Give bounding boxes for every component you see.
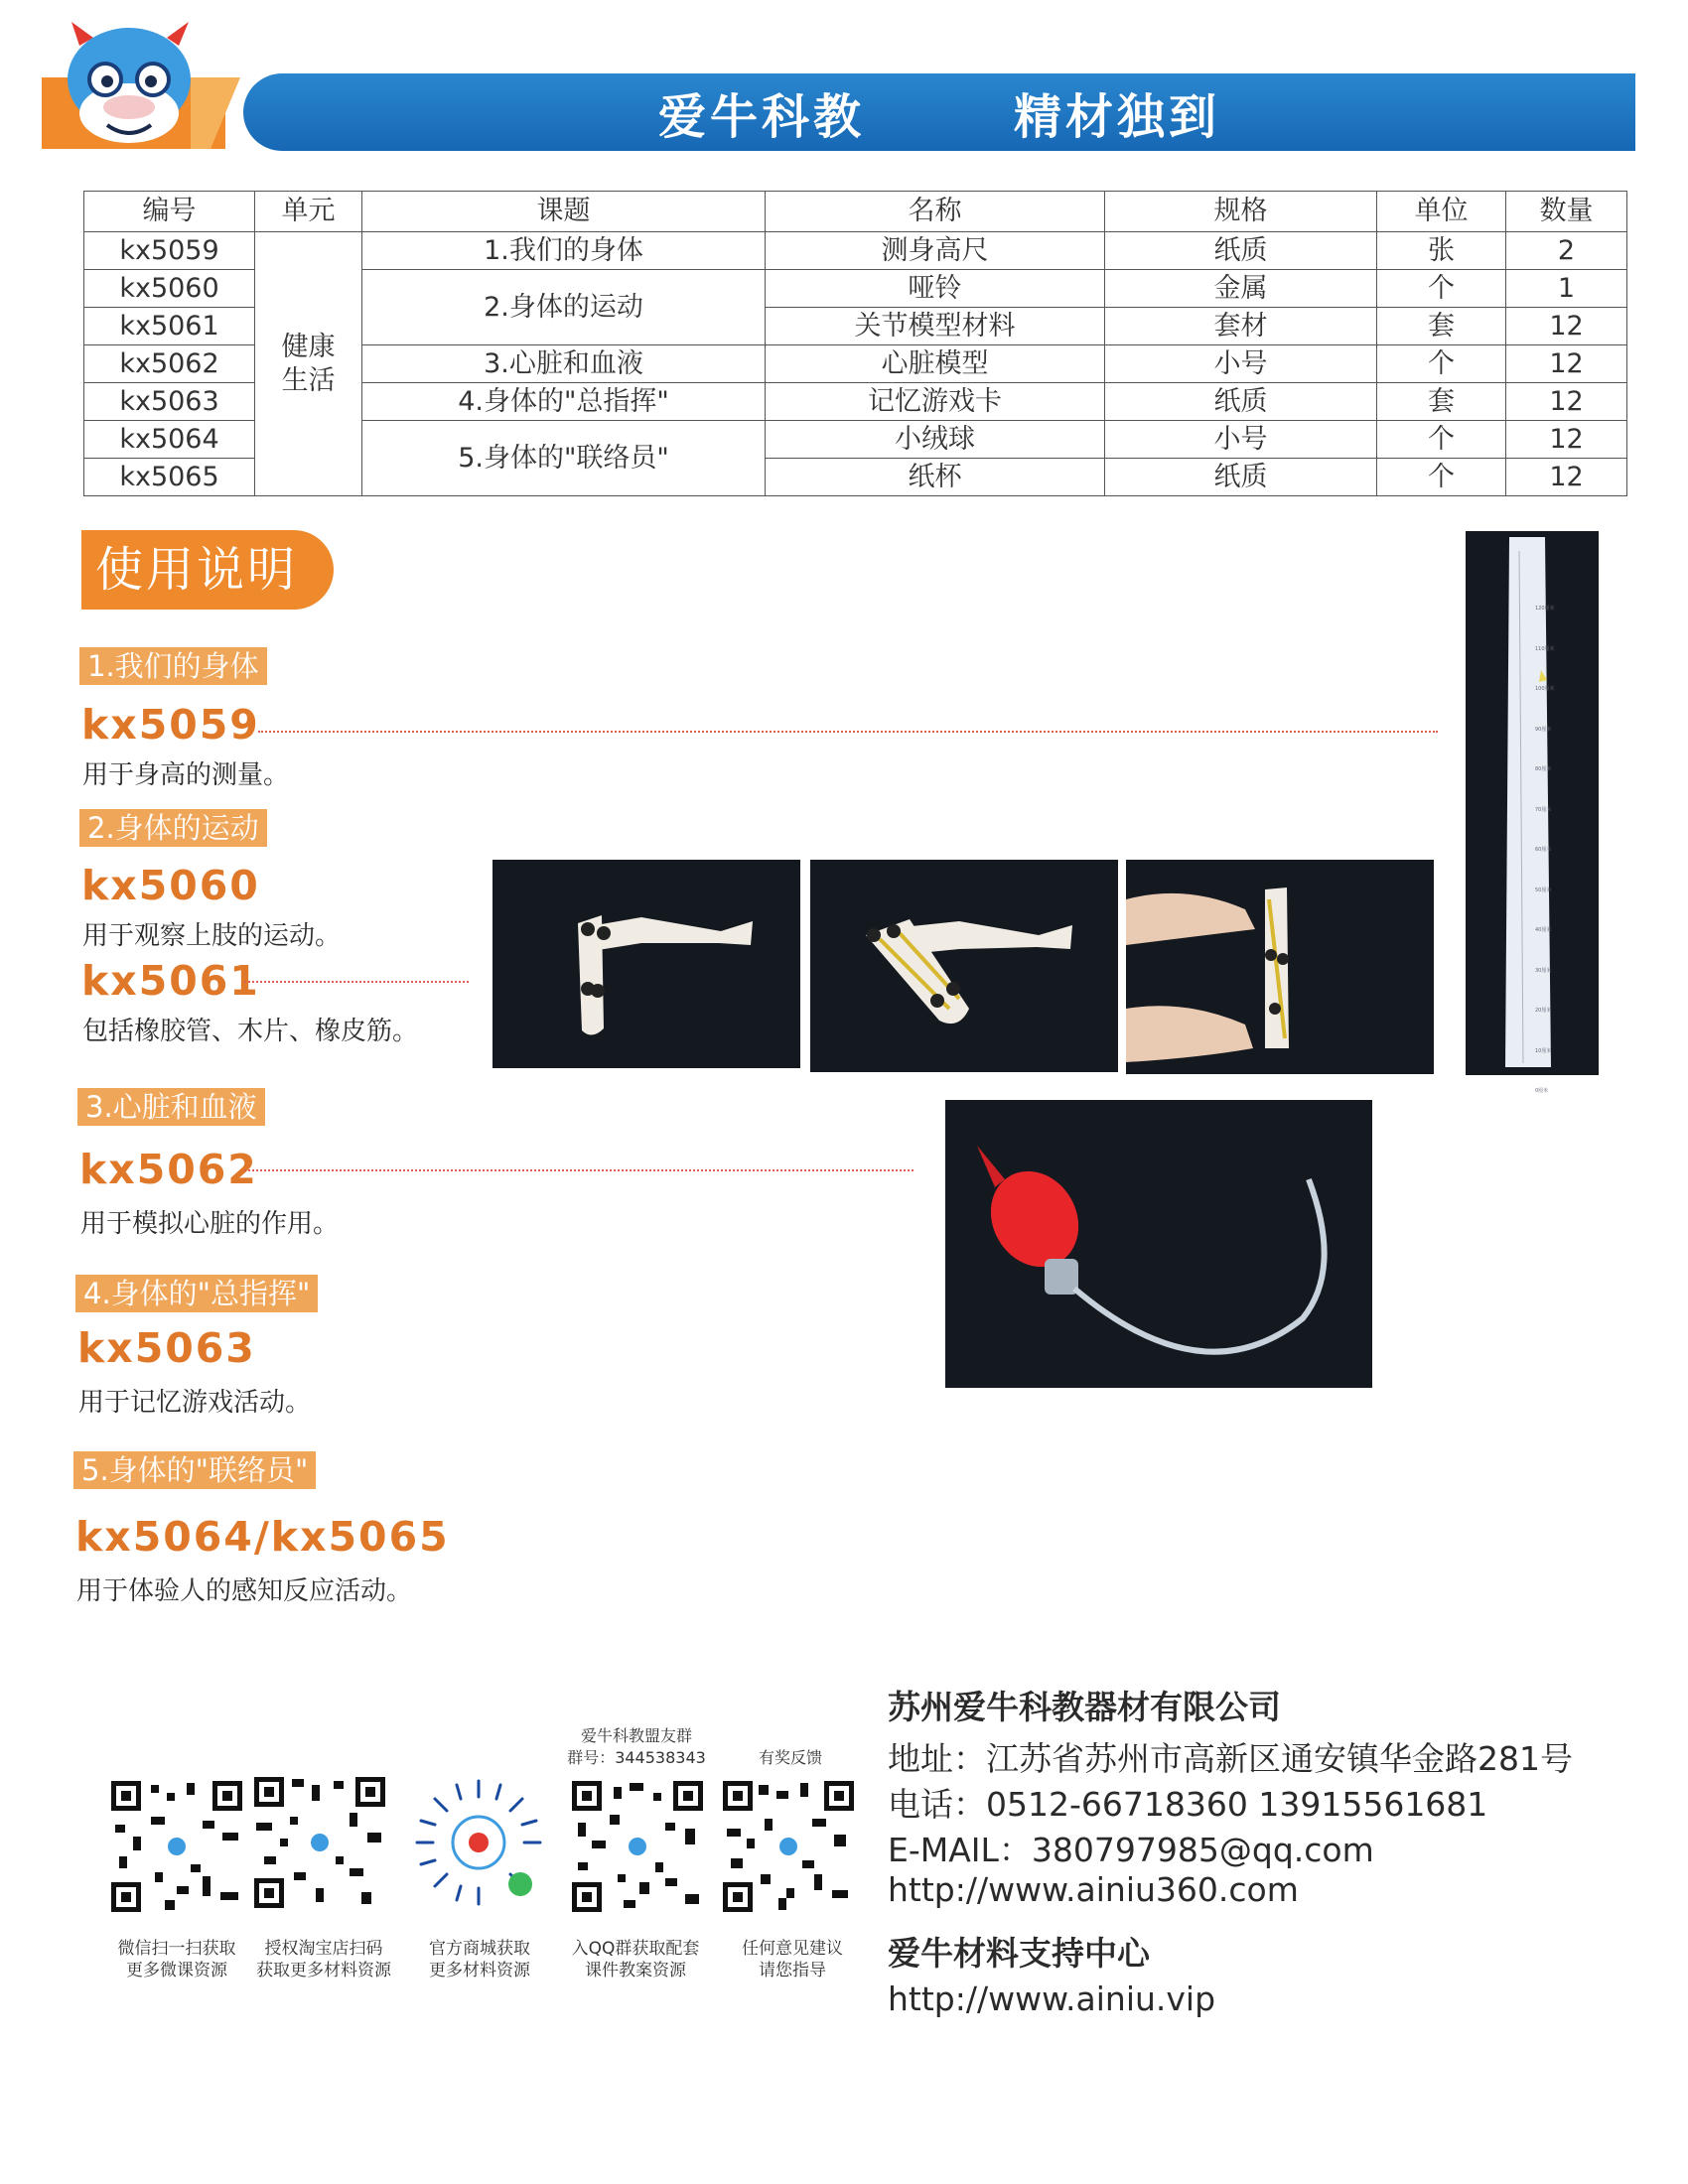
- cell-name: 哑铃: [766, 270, 1105, 308]
- cell-unit-measure: 个: [1377, 421, 1506, 459]
- feedback-qr-code-icon[interactable]: [719, 1777, 858, 1916]
- cell-code: kx5060: [84, 270, 255, 308]
- ruler-tick: 0厘米: [1535, 1088, 1549, 1094]
- cell-spec: 套材: [1105, 308, 1377, 345]
- qq-group-qr-code-icon[interactable]: [568, 1777, 707, 1916]
- section-label: 2.身体的运动: [79, 809, 267, 847]
- section-label: 5.身体的"联络员": [73, 1451, 316, 1489]
- item-desc: 用于记忆游戏活动。: [78, 1388, 312, 1418]
- qr-caption-line: 微信扫一扫获取: [117, 1939, 236, 1959]
- company-email[interactable]: E-MAIL：380797985@qq.com: [888, 1831, 1374, 1869]
- cell-name: 纸杯: [766, 459, 1105, 496]
- qr-caption-line: 获取更多材料资源: [256, 1961, 391, 1980]
- support-center-name: 爱牛材料支持中心: [888, 1934, 1150, 1973]
- arm-model-photo-1: [492, 860, 800, 1068]
- qq-group-name: 爱牛科教盟友群: [580, 1726, 692, 1745]
- cell-name: 心脏模型: [766, 345, 1105, 383]
- cell-unit-measure: 个: [1377, 345, 1506, 383]
- ruler-tick: 120厘米: [1535, 606, 1555, 612]
- cell-qty: 2: [1506, 232, 1627, 270]
- item-desc: 用于观察上肢的运动。: [82, 921, 342, 951]
- qr-caption-line: 入QQ群获取配套: [571, 1939, 700, 1959]
- table-row: [84, 232, 1627, 270]
- cell-topic: 1.我们的身体: [362, 232, 766, 270]
- cell-spec: 纸质: [1105, 232, 1377, 270]
- item-desc: 用于模拟心脏的作用。: [80, 1209, 340, 1239]
- table-header: 编号: [84, 192, 255, 232]
- cell-topic: 4.身体的"总指挥": [362, 383, 766, 421]
- mall-mini-program-code-icon[interactable]: [409, 1773, 548, 1912]
- cell-topic: 5.身体的"联络员": [362, 421, 766, 496]
- qr-caption: [560, 1938, 711, 1981]
- table-header: 单元: [255, 192, 362, 232]
- cell-qty: 12: [1506, 459, 1627, 496]
- cell-qty: 12: [1506, 345, 1627, 383]
- item-code: kx5062: [79, 1146, 258, 1193]
- cell-qty: 12: [1506, 308, 1627, 345]
- cell-unit-measure: 套: [1377, 383, 1506, 421]
- cell-name: 关节模型材料: [766, 308, 1105, 345]
- qr-caption: [244, 1938, 403, 1981]
- cell-unit: [255, 232, 362, 496]
- cell-code: kx5061: [84, 308, 255, 345]
- qr-caption-line: 授权淘宝店扫码: [264, 1939, 383, 1959]
- slogan-right: 精材独到: [1014, 88, 1221, 145]
- qr-caption: [719, 1938, 866, 1981]
- qq-group-number: 群号：344538343: [567, 1748, 706, 1767]
- cell-spec: 小号: [1105, 345, 1377, 383]
- heart-pump-photo: [945, 1100, 1372, 1388]
- qr-caption: [407, 1938, 552, 1981]
- ruler-tick: 90厘米: [1535, 726, 1552, 733]
- ruler-tick-labels: [1535, 589, 1555, 1112]
- taobao-qr-code-icon[interactable]: [250, 1773, 389, 1912]
- ruler-tick: 80厘米: [1535, 766, 1552, 772]
- cell-spec: 小号: [1105, 421, 1377, 459]
- height-ruler-photo: [1466, 531, 1599, 1094]
- item-desc: 用于体验人的感知反应活动。: [76, 1576, 413, 1606]
- item-code: kx5064/kx5065: [75, 1513, 450, 1561]
- section-label: 4.身体的"总指挥": [75, 1275, 318, 1312]
- ruler-tick: 30厘米: [1535, 967, 1552, 974]
- support-website[interactable]: http://www.ainiu.vip: [888, 1979, 1216, 2018]
- ruler-tick: 10厘米: [1535, 1047, 1552, 1054]
- cell-spec: 纸质: [1105, 383, 1377, 421]
- cell-unit-measure: 个: [1377, 270, 1506, 308]
- cell-qty: 12: [1506, 383, 1627, 421]
- section-label: 3.心脏和血液: [77, 1088, 265, 1126]
- leader-line: [258, 731, 1438, 733]
- qr-caption-line: 官方商城获取: [429, 1939, 530, 1959]
- table-header: 数量: [1506, 192, 1627, 232]
- company-phone: 电话：0512-66718360 13915561681: [888, 1785, 1488, 1824]
- cell-spec: 纸质: [1105, 459, 1377, 496]
- height-ruler: [1466, 531, 1599, 1075]
- item-desc: 包括橡胶管、木片、橡皮筋。: [82, 1017, 419, 1046]
- cell-code: kx5063: [84, 383, 255, 421]
- cell-name: 小绒球: [766, 421, 1105, 459]
- wechat-qr-code-icon[interactable]: [107, 1777, 246, 1916]
- table-header-row: [84, 192, 1627, 232]
- cell-name: 记忆游戏卡: [766, 383, 1105, 421]
- cell-code: kx5062: [84, 345, 255, 383]
- header-band: [243, 73, 1635, 151]
- section-label: 1.我们的身体: [79, 647, 267, 685]
- leader-line: [244, 981, 469, 983]
- item-code: kx5061: [81, 957, 260, 1005]
- cell-topic: 3.心脏和血液: [362, 345, 766, 383]
- cell-qty: 1: [1506, 270, 1627, 308]
- qr-caption-line: 请您指导: [759, 1961, 826, 1980]
- ruler-tick: 70厘米: [1535, 806, 1552, 813]
- company-name: 苏州爱牛科教器材有限公司: [888, 1688, 1281, 1726]
- arm-model-photo-3: [1126, 860, 1434, 1074]
- cell-code: kx5059: [84, 232, 255, 270]
- item-code: kx5063: [77, 1324, 256, 1372]
- qr-caption-line: 任何意见建议: [742, 1939, 843, 1959]
- ruler-tick: 20厘米: [1535, 1008, 1552, 1014]
- qr-caption-line: 更多微课资源: [126, 1961, 227, 1980]
- ruler-tick: 60厘米: [1535, 847, 1552, 853]
- qr-caption-line: 更多材料资源: [429, 1961, 530, 1980]
- table-header: 课题: [362, 192, 766, 232]
- usage-title: 使用说明: [81, 530, 334, 610]
- cell-code: kx5064: [84, 421, 255, 459]
- unit-line: 生活: [281, 364, 336, 396]
- qr-caption: [99, 1938, 254, 1981]
- cell-qty: 12: [1506, 421, 1627, 459]
- item-code: kx5060: [81, 862, 260, 909]
- cell-spec: 金属: [1105, 270, 1377, 308]
- cell-unit-measure: 套: [1377, 308, 1506, 345]
- cell-code: kx5065: [84, 459, 255, 496]
- feedback-caption-top: 有奖反馈: [758, 1748, 822, 1767]
- table-header: 单位: [1377, 192, 1506, 232]
- table-header: 名称: [766, 192, 1105, 232]
- cell-topic: 2.身体的运动: [362, 270, 766, 345]
- table-header: 规格: [1105, 192, 1377, 232]
- cell-name: 测身高尺: [766, 232, 1105, 270]
- slogan-left: 爱牛科教: [657, 88, 865, 145]
- company-website[interactable]: http://www.ainiu360.com: [888, 1870, 1299, 1909]
- unit-line: 健康: [281, 331, 336, 362]
- ruler-tick: 100厘米: [1535, 686, 1555, 692]
- mascot-logo: [42, 18, 240, 149]
- qr-caption-line: 课件教案资源: [585, 1961, 686, 1980]
- cell-unit-measure: 个: [1377, 459, 1506, 496]
- ruler-tick: 40厘米: [1535, 927, 1552, 933]
- qq-group-caption-top: [564, 1725, 709, 1769]
- cell-unit-measure: 张: [1377, 232, 1506, 270]
- product-table: [83, 191, 1627, 496]
- item-desc: 用于身高的测量。: [82, 760, 290, 790]
- company-address: 地址：江苏省苏州市高新区通安镇华金路281号: [888, 1739, 1573, 1778]
- item-code: kx5059: [81, 701, 260, 749]
- ruler-tick: 50厘米: [1535, 887, 1552, 893]
- leader-line: [244, 1169, 914, 1171]
- arm-model-photo-2: [810, 860, 1118, 1072]
- ruler-tick: 110厘米: [1535, 645, 1555, 652]
